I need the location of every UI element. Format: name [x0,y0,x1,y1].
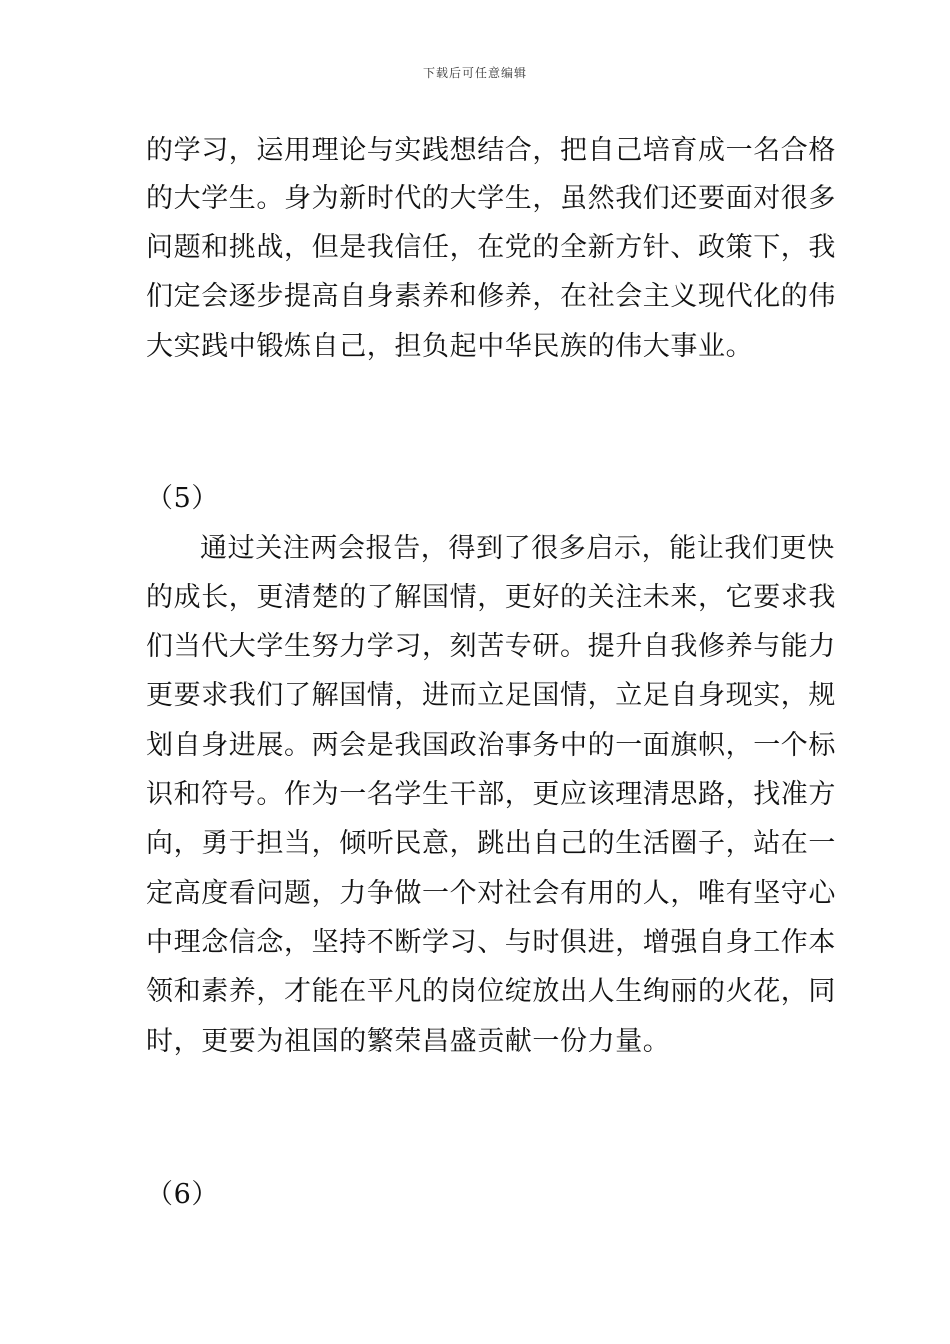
text-line: 划自身进展。两会是我国政治事务中的一面旗帜，一个标 [146,730,836,761]
text-line: 的学习，运用理论与实践想结合，把自己培育成一名合格 [146,135,836,166]
section-heading: （6） [146,1179,219,1210]
text-line: 定高度看问题，力争做一个对社会有用的人，唯有坚守心 [146,878,836,909]
text-line: 通过关注两会报告，得到了很多启示，能让我们更快 [200,533,835,564]
text-line: 大实践中锻炼自己，担负起中华民族的伟大事业。 [146,331,754,362]
page-header-note: 下载后可任意编辑 [422,66,527,80]
text-line: 识和符号。作为一名学生干部，更应该理清思路，找准方 [146,779,836,810]
text-line: 们当代大学生努力学习，刻苦专研。提升自我修养与能力 [146,631,836,662]
text-line: 的成长，更清楚的了解国情，更好的关注未来，它要求我 [146,582,836,613]
text-line: 更要求我们了解国情，进而立足国情，立足自身现实，规 [146,680,836,711]
text-line: 领和素养，才能在平凡的岗位绽放出人生绚丽的火花，同 [146,976,836,1007]
text-line: 向，勇于担当，倾听民意，跳出自己的生活圈子，站在一 [146,828,836,859]
text-line: 时，更要为祖国的繁荣昌盛贡献一份力量。 [146,1026,671,1057]
text-line: 的大学生。身为新时代的大学生，虽然我们还要面对很多 [146,183,836,214]
text-line: 们定会逐步提高自身素养和修养，在社会主义现代化的伟 [146,281,836,312]
section-heading: （5） [146,483,219,514]
text-line: 问题和挑战，但是我信任，在党的全新方针、政策下，我 [146,232,836,263]
text-line: 中理念信念，坚持不断学习、与时俱进，增强自身工作本 [146,927,836,958]
